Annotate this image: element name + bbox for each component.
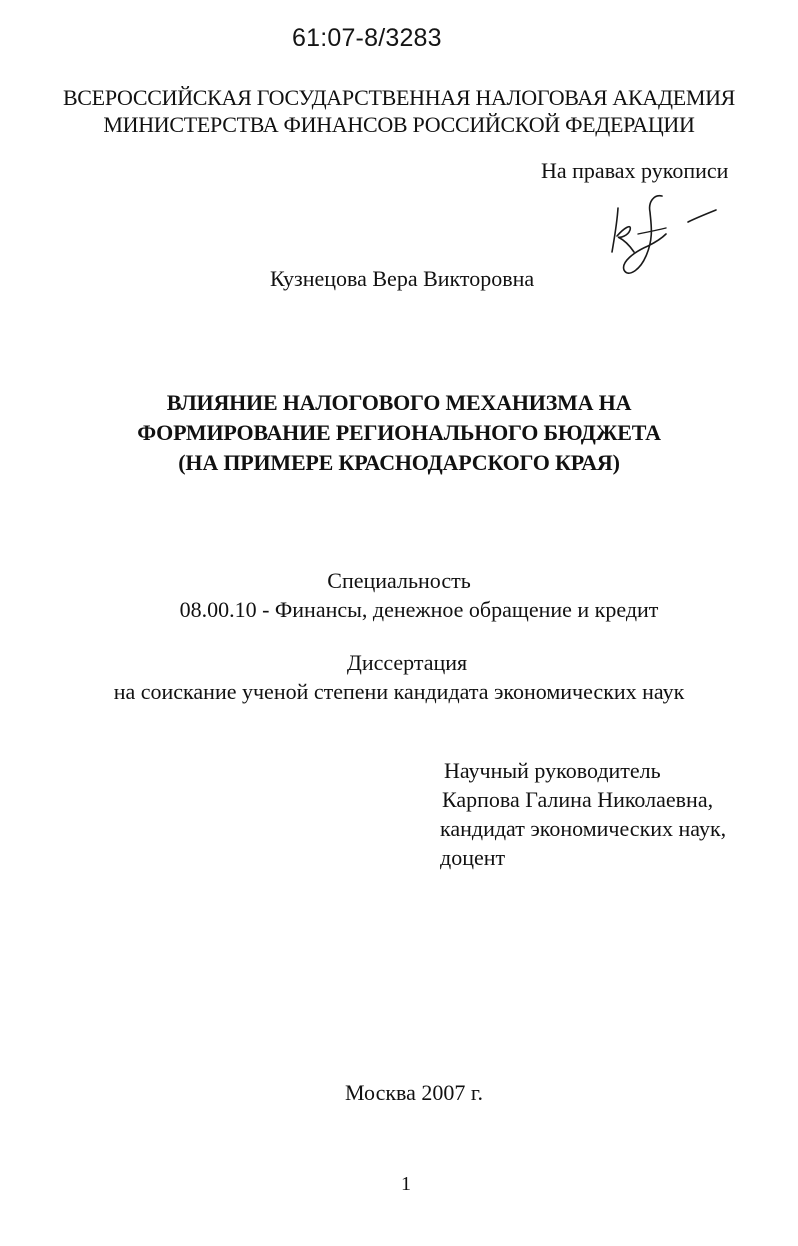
dissertation-block bbox=[0, 648, 798, 706]
author-name: Кузнецова Вера Викторовна bbox=[270, 266, 535, 291]
city-year: Москва 2007 г. bbox=[345, 1080, 483, 1105]
supervisor-title: доцент bbox=[440, 845, 506, 870]
specialty-block bbox=[0, 566, 798, 624]
title-line-2: ФОРМИРОВАНИЕ РЕГИОНАЛЬНОГО БЮДЖЕТА bbox=[137, 420, 661, 445]
title-line-1: ВЛИЯНИЕ НАЛОГОВОГО МЕХАНИЗМА НА bbox=[166, 390, 632, 415]
supervisor-label: Научный руководитель bbox=[444, 758, 661, 783]
title-line-3: (НА ПРИМЕРЕ КРАСНОДАРСКОГО КРАЯ) bbox=[178, 450, 620, 475]
supervisor-block bbox=[440, 756, 726, 872]
signature-icon bbox=[604, 190, 724, 285]
dissertation-label: Диссертация bbox=[346, 650, 468, 675]
page-number: 1 bbox=[401, 1173, 411, 1195]
specialty-value: 08.00.10 - Финансы, денежное обращение и кредит bbox=[179, 597, 659, 622]
dissertation-degree: на соискание ученой степени кандидата экономических наук bbox=[113, 679, 685, 704]
institution-line-2: МИНИСТЕРСТВА ФИНАНСОВ РОССИЙСКОЙ ФЕДЕРАЦИИ bbox=[103, 112, 695, 137]
dissertation-title bbox=[0, 388, 798, 478]
institution-header bbox=[0, 84, 798, 138]
reference-code: 61:07-8/3283 bbox=[292, 24, 442, 52]
supervisor-name: Карпова Галина Николаевна, bbox=[442, 787, 714, 812]
supervisor-degree: кандидат экономических наук, bbox=[440, 816, 727, 841]
specialty-label: Специальность bbox=[327, 568, 471, 593]
institution-line-1: ВСЕРОССИЙСКАЯ ГОСУДАРСТВЕННАЯ НАЛОГОВАЯ АКАДЕМИЯ bbox=[62, 85, 736, 110]
rights-note: На правах рукописи bbox=[541, 158, 729, 183]
